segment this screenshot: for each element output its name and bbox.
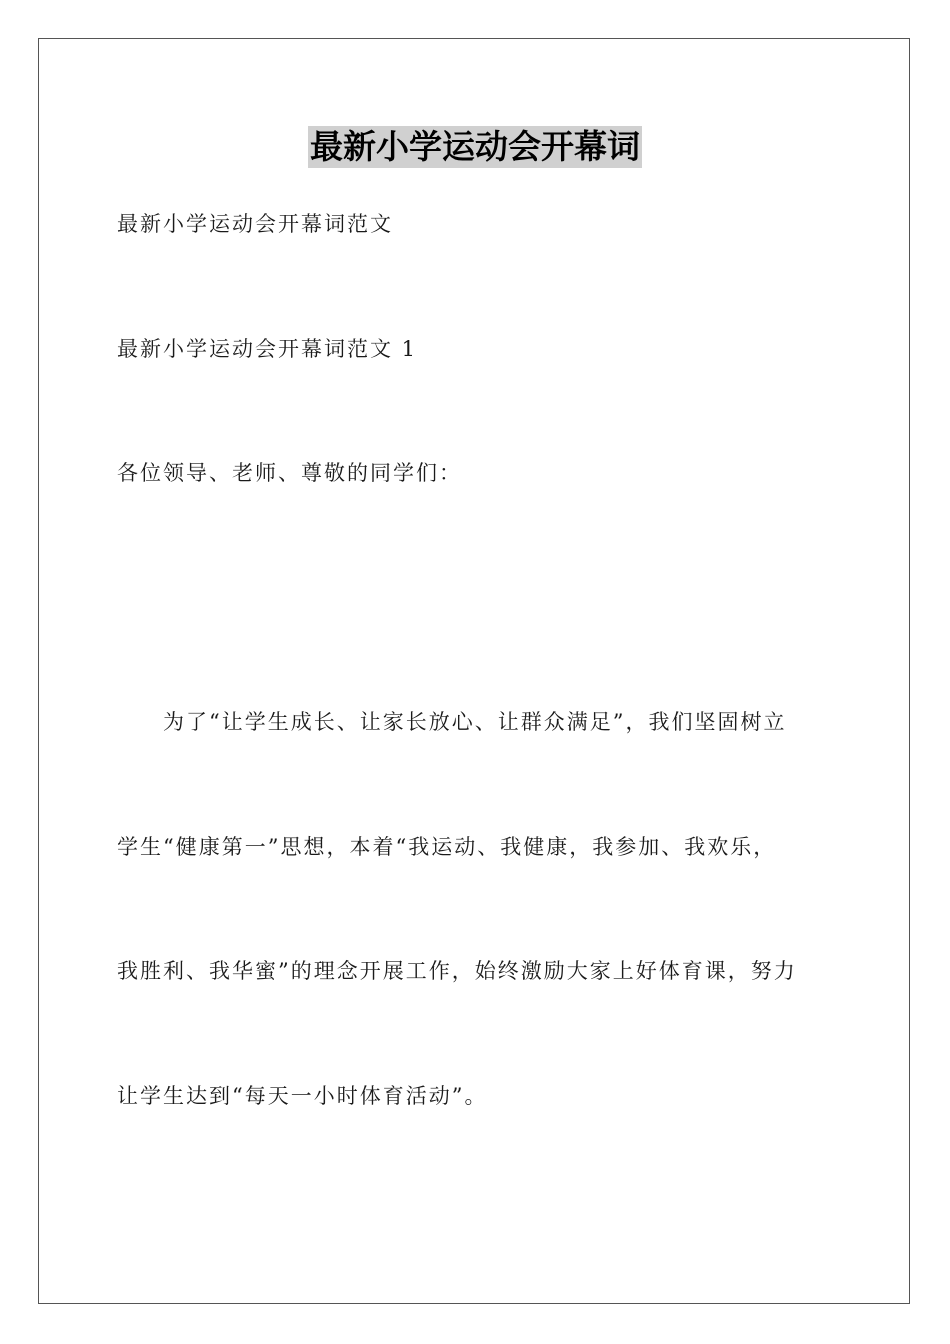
paragraph-line-4: 让学生达到“每天一小时体育活动”。 bbox=[117, 1084, 488, 1108]
paragraph-line-1: 为了“让学生成长、让家长放心、让群众满足”，我们坚固树立 bbox=[163, 710, 787, 734]
section-heading: 最新小学运动会开幕词范文 1 bbox=[117, 337, 418, 361]
title-container bbox=[0, 126, 950, 168]
document-subtitle: 最新小学运动会开幕词范文 bbox=[117, 212, 393, 236]
salutation: 各位领导、老师、尊敬的同学们： bbox=[117, 461, 462, 485]
document-title: 最新小学运动会开幕词 bbox=[310, 127, 640, 166]
paragraph-line-3: 我胜利、我华蜜”的理念开展工作，始终激励大家上好体育课，努力 bbox=[117, 959, 797, 983]
paragraph-line-2: 学生“健康第一”思想，本着“我运动、我健康，我参加、我欢乐， bbox=[117, 835, 777, 859]
